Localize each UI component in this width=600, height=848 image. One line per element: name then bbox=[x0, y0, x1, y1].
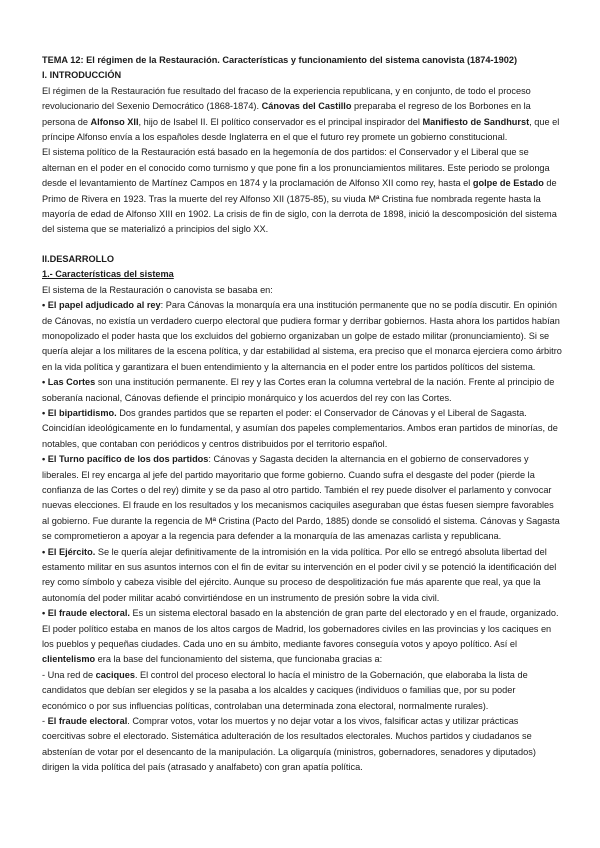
bold-clientelismo: clientelismo bbox=[42, 654, 96, 665]
bullet-cortes-title: • Las Cortes bbox=[42, 377, 96, 388]
spacer bbox=[42, 238, 562, 252]
title-topic-number: TEMA 12 bbox=[42, 55, 81, 65]
bullet-fraude: • El fraude electoral. Es un sistema electoral basado en la abstención de gran parte del electorado y en el fraude, organizado. El poder político estaba en manos de los altos cargos de Madrid, los gobernadores civiles en las provincias y los caciques en los pueblos y pequeñas ciudades. Cada uno en su ámbito, mediante favores conseguía votos y apoyo político. Así el clientelismo era la base del funcionamiento del sistema, que funcionaba gracias a: bbox=[42, 608, 559, 665]
bullet-bipartidismo: • El bipartidismo. Dos grandes partidos que se reparten el poder: el Conservador de Cánovas y el Liberal de Sagasta. Coincidían ideológicamente en lo fundamental, y asumían dos papeles complementarios. Ambos eran partidos de minorías, de notables, que contaban con periódicos y centros distribuidos por el territorio español. bbox=[42, 407, 558, 449]
section-subheading: 1.- Características del sistema bbox=[42, 269, 174, 280]
bold-canovas: Cánovas del Castillo bbox=[261, 101, 352, 112]
bullet-rey: • El papel adjudicado al rey: Para Cánovas la monarquía era una institución permanente que no se podía discutir. En opinión de Cánovas, no existía un verdadero cuerpo electoral que pudiera formar y derribar gobiernos. Hasta ahora los partidos habían monopolizado el poder hasta que los excluidos del gobierno organizaban un golpe de estado militar (pronunciamiento). Si se quería alejar a los militares de la escena política, y dar estabilidad al sistema, era preciso que el monarca ejerciera como árbitro en la vida política y garantizara el buen entendimiento y la alternancia en el poder entre los partidos políticos del sistema. bbox=[42, 300, 562, 372]
intro-heading: I. INTRODUCCIÓN bbox=[42, 70, 122, 81]
document-title bbox=[42, 53, 562, 68]
intro-paragraph-1: El régimen de la Restauración fue resultado del fracaso de la experiencia republicana, y en conjunto, de todo el proceso revolucionario del Sexenio Democrático (1868-1874). Cánovas del Castillo preparaba el regreso de los Borbones en la persona de Alfonso XII, hijo de Isabel II. El político conservador es el principal inspirador del Manifiesto de Sandhurst, que el príncipe Alfonso envía a los españoles desde Inglaterra en el que el futuro rey promete un gobierno constitucional. bbox=[42, 85, 560, 143]
dash-fraude-electoral: - El fraude electoral. Comprar votos, votar los muertos y no dejar votar a los vivos, falsificar actas y utilizar prácticas coercitivas sobre el electorado. Sistemática adulteración de los resultados electorales. Muchos partidos y ciudadanos se abstenían de votar por el desencanto de la manipulación. La oligarquía (ministros, gobernadores, senadores y diputados) dirigen la vida política del país (atrasado y analfabeto) con gran apatía política. bbox=[42, 716, 536, 773]
bullet-bipartidismo-title: • El bipartidismo. bbox=[42, 407, 117, 418]
bullet-fraude-title: • El fraude electoral. bbox=[42, 608, 130, 619]
bullet-turno-title: • El Turno pacífico de los dos partidos bbox=[42, 454, 209, 465]
bullet-rey-title: • El papel adjudicado al rey bbox=[42, 300, 161, 311]
bold-fraude-electoral: El fraude electoral bbox=[47, 716, 128, 727]
intro-paragraph-2: El sistema político de la Restauración está basado en la hegemonía de dos partidos: el Conservador y el Liberal que se alternan en el poder en el conocido como turnismo y que pone fin a los pronunciamientos militares. Este periodo se prolonga desde el levantamiento de Martínez Campos en 1874 y la proclamación de Alfonso XII como rey, hasta el golpe de Estado de Primo de Rivera en 1923. Tras la muerte del rey Alfonso XII (1875-85), su viuda Mª Cristina fue nombrada regente hasta la mayoría de edad de Alfonso XIII en 1902. La crisis de fin de siglo, con la derrota de 1898, inició la descomposición del sistema del sistema que se materializó a principios del siglo XX. bbox=[42, 147, 557, 235]
bold-golpe-estado: golpe de Estado bbox=[472, 178, 544, 189]
title-text: : El régimen de la Restauración. Características y funcionamiento del sistema canovista (1874-1902) bbox=[80, 55, 518, 65]
bold-caciques: caciques bbox=[95, 669, 135, 680]
bold-manifiesto: Manifiesto de Sandhurst bbox=[422, 116, 530, 127]
system-intro: El sistema de la Restauración o canovista se basaba en: bbox=[42, 284, 273, 295]
bullet-cortes: • Las Cortes son una institución permanente. El rey y las Cortes eran la columna vertebral de la nación. Frente al principio de soberanía nacional, Cánovas defiende el principio monárquico y los acuerdos del rey con las Cortes. bbox=[42, 377, 555, 403]
bullet-ejercito: • El Ejército. Se le quería alejar definitivamente de la intromisión en la vida política. Por ello se entregó absoluta libertad del estamento militar en sus asuntos internos con el fin de evitar su intervención en el poder civil y se potenció la identificación del rey como símbolo y cabeza visible del ejército. Aunque su proceso de despolitización fue más aparente que real, ya que la autonomía del poder militar acabó convirtiéndose en un instrumento de presión sobre la vida civil. bbox=[42, 546, 557, 603]
bold-alfonso-xii: Alfonso XII bbox=[90, 116, 139, 127]
development-heading: II.DESARROLLO bbox=[42, 253, 114, 264]
dash-caciques: - Una red de caciques. El control del proceso electoral lo hacía el ministro de la Gobernación, que elaboraba la lista de candidatos que debían ser elegidos y se la pasaba a los alcaldes y caciques (individuos o familias que, por su poder económico o por sus influencias políticas, controlaban una determinada zona electoral, normalmente rurales). bbox=[42, 669, 528, 711]
bullet-ejercito-title: • El Ejército. bbox=[42, 546, 96, 557]
document-page bbox=[42, 53, 562, 776]
bullet-turno-pacifico: • El Turno pacífico de los dos partidos: Cánovas y Sagasta deciden la alternancia en el gobierno de conservadores y liberales. El rey encarga al jefe del partido mayoritario que forme gobierno. Cuando sufra el desgaste del poder (pierde la confianza de las Cortes o del rey) dimite y se da paso al otro partido. También el rey puede disolver el parlamento y convocar nuevas elecciones. El fraude en los resultados y los mecanismos caciquiles aseguraban que éstas fuesen siempre favorables al gobierno. Fue durante la regencia de Mª Cristina (Pacto del Pardo, 1885) donde se consolidó el sistema. Cánovas y Sagasta se comprometieron a apoyar a la regencia para defender a la monarquía de las amenazas carlista y republicana. bbox=[42, 454, 560, 542]
